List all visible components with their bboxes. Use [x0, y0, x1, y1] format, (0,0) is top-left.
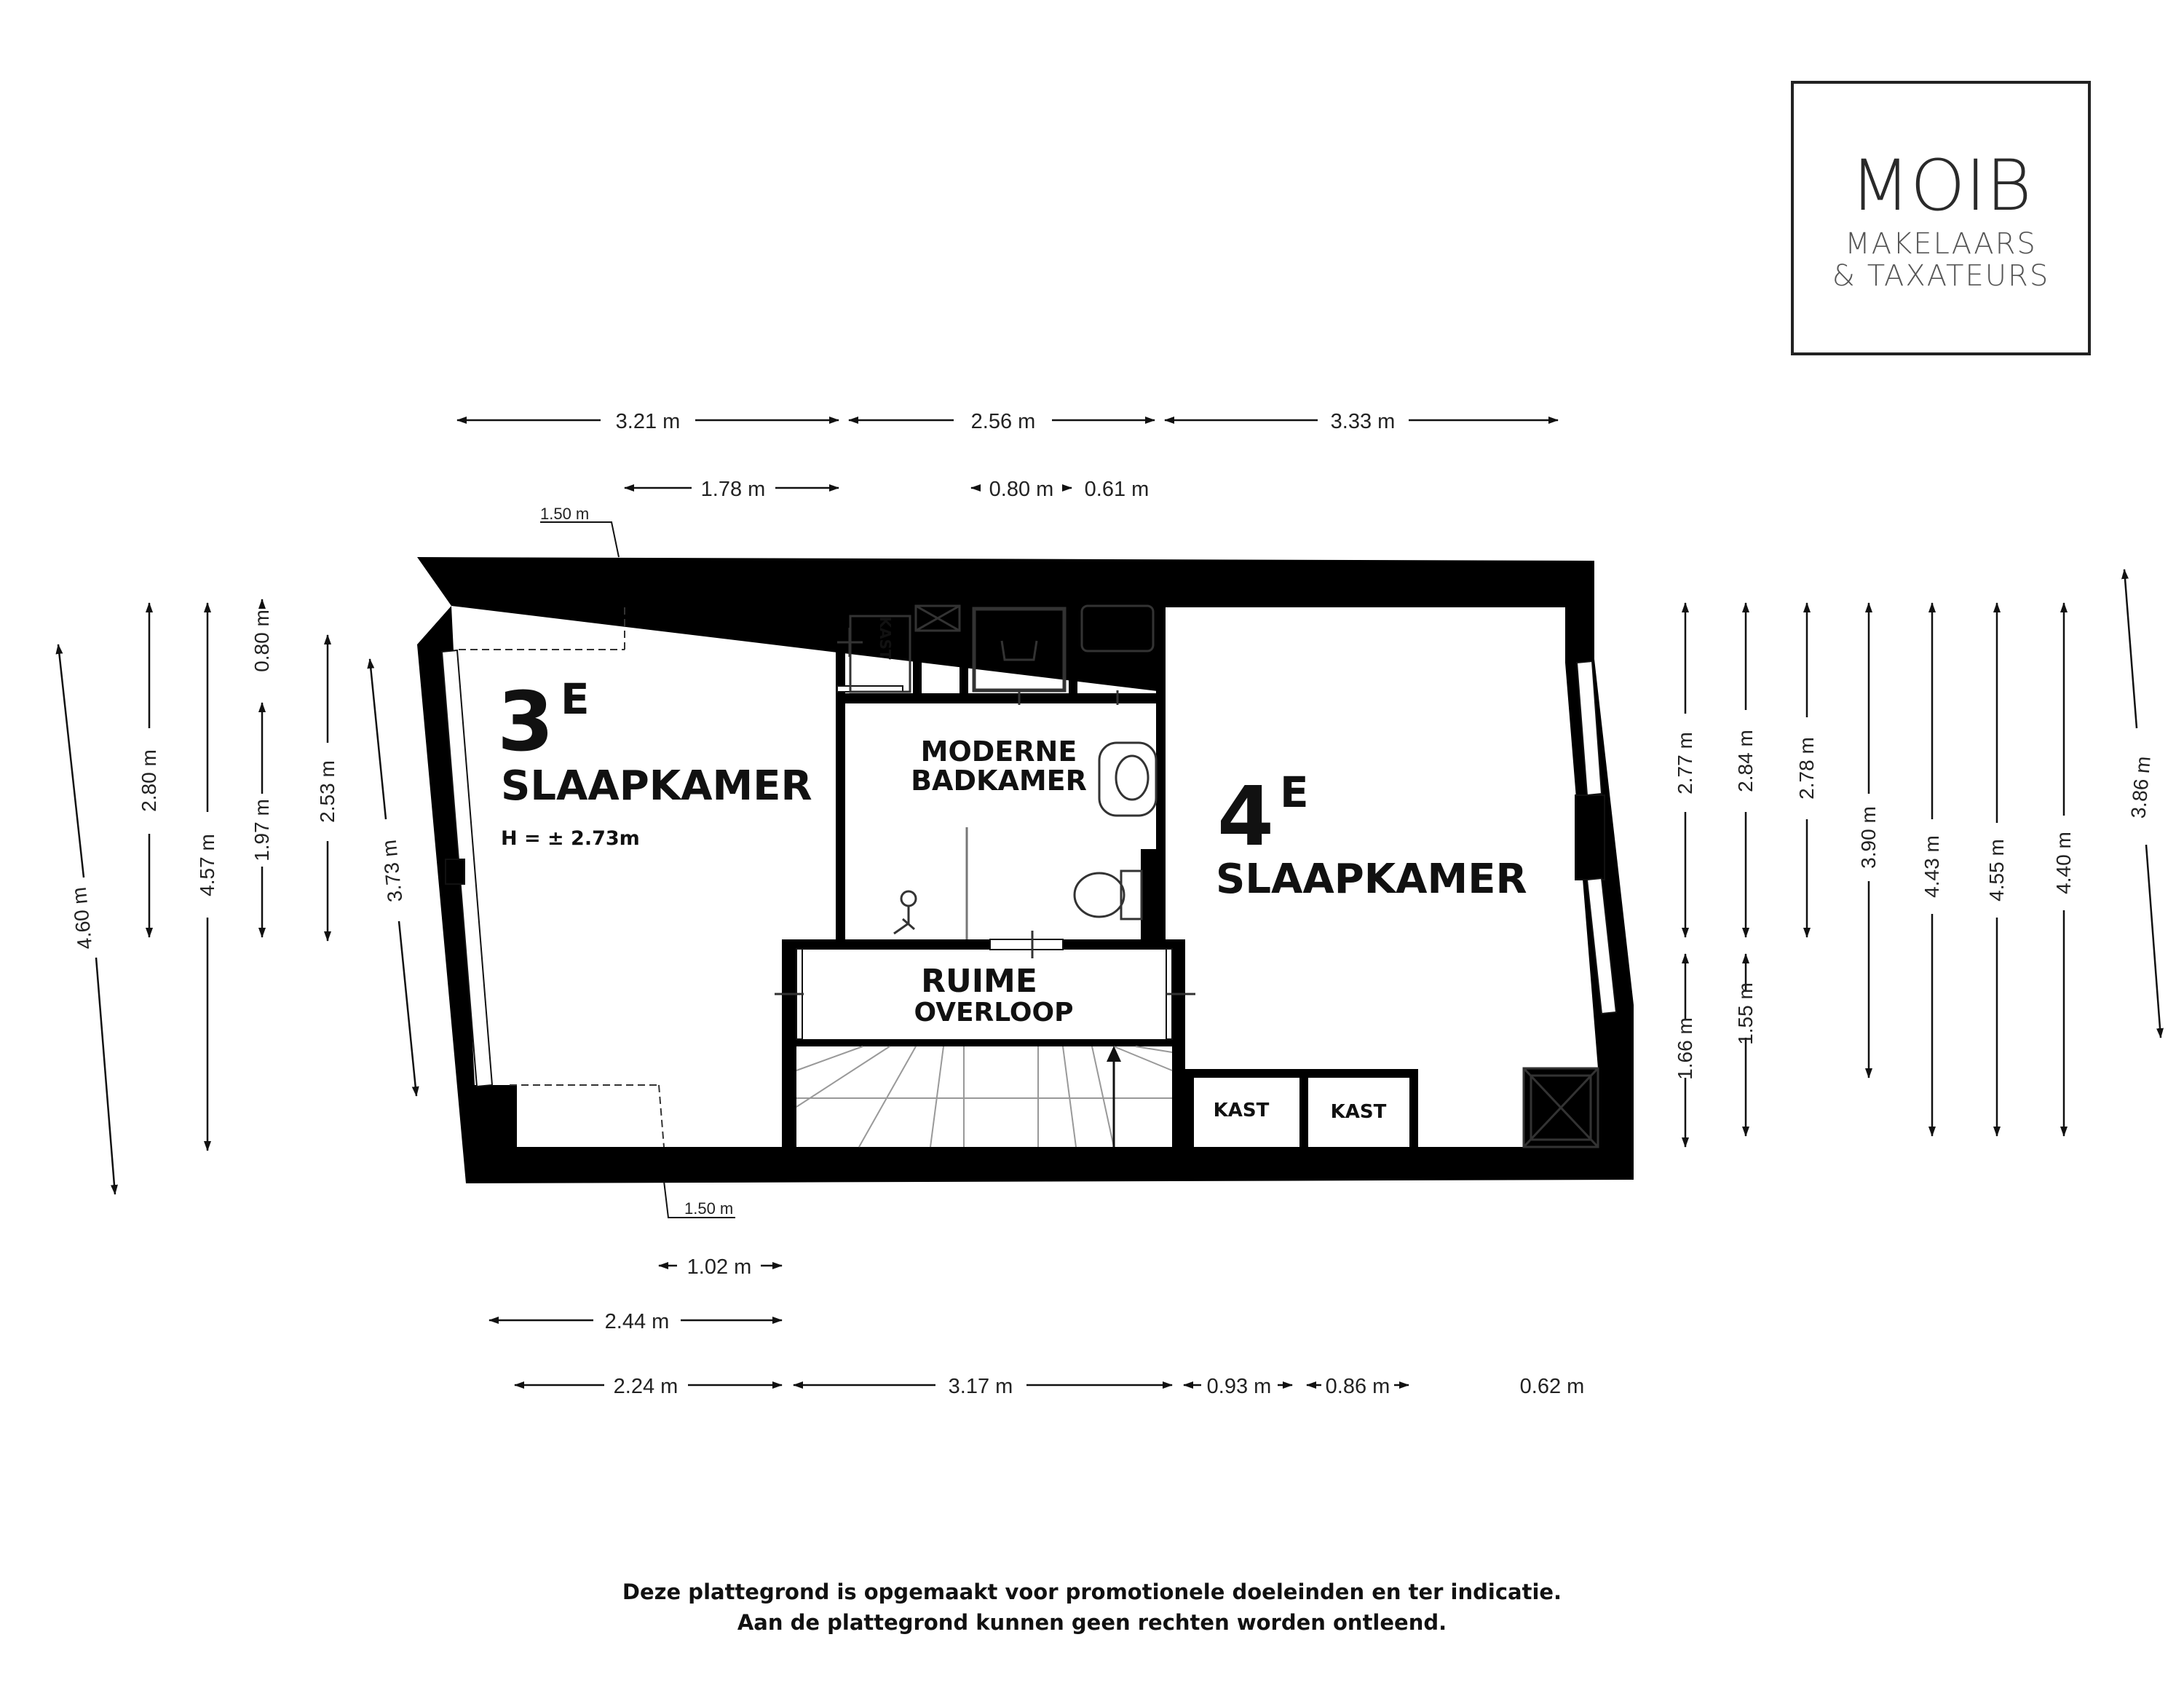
disclaimer-line1: Deze plattegrond is opgemaakt voor promotionele doeleinden en ter indicatie.	[622, 1579, 1562, 1604]
dim-top1-a: 3.21 m	[615, 410, 681, 433]
dim-door-top: 1.50 m	[540, 505, 590, 523]
dim-right-c: 2.84 m	[1734, 730, 1757, 792]
bedroom4-ordinal: 4	[1217, 770, 1274, 864]
wall-landing-top	[782, 939, 1182, 950]
dim-left-e: 1.97 m	[250, 799, 273, 861]
wall-bath-top	[836, 693, 1163, 703]
bathroom-line2: BADKAMER	[911, 765, 1087, 797]
dimension-labels	[68, 410, 2155, 1398]
dim-right-g: 4.43 m	[1920, 835, 1943, 898]
dim-right-b: 1.66 m	[1674, 1017, 1696, 1080]
dim-bottom3-e: 0.62 m	[1519, 1375, 1585, 1398]
door-swing-bottom-edge	[659, 1085, 664, 1147]
bedroom3-name: SLAAPKAMER	[501, 762, 812, 810]
dim-top1-c: 3.33 m	[1330, 410, 1396, 433]
dim-top1-b: 2.56 m	[970, 410, 1036, 433]
kast-top-label: KAST	[877, 616, 894, 660]
dim-top2-b: 0.80 m	[989, 478, 1054, 501]
bath-door	[990, 939, 1063, 950]
dim-right-a: 2.77 m	[1674, 732, 1696, 794]
wall-closet-divider-2	[960, 606, 968, 695]
dim-top2-c: 0.61 m	[1084, 478, 1150, 501]
dim-left-a: 4.60 m	[67, 886, 97, 951]
window-left-mullion	[446, 859, 464, 884]
dim-right-d: 1.55 m	[1734, 982, 1757, 1045]
dim-left-f: 2.53 m	[316, 760, 339, 823]
shower-head-icon	[901, 891, 916, 906]
bathroom-line1: MODERNE	[920, 735, 1077, 768]
logo-line2: & TAXATEURS	[1832, 259, 2050, 293]
wall-landing-left	[782, 939, 796, 1147]
wall-bath-left	[836, 606, 845, 941]
bedroom4-sup: E	[1280, 768, 1309, 817]
dim-door-bottom: 1.50 m	[684, 1199, 734, 1218]
dim-bottom1: 1.02 m	[687, 1255, 752, 1279]
room-labels	[497, 616, 1527, 1123]
dim-right-j: 3.86 m	[2126, 755, 2155, 820]
dim-right-f: 3.90 m	[1857, 806, 1880, 869]
dim-bottom3-b: 3.17 m	[948, 1375, 1013, 1398]
shower-tap-icon	[894, 906, 914, 934]
logo-name: MOIB	[1850, 145, 2032, 226]
wall-kast-mid	[1299, 1069, 1308, 1147]
kast-bottom-left-label: KAST	[1213, 1100, 1270, 1121]
dim-bottom3-a: 2.24 m	[613, 1375, 678, 1398]
bedroom4-name: SLAAPKAMER	[1216, 856, 1527, 903]
brand-logo	[1792, 82, 2089, 354]
dim-bottom3-c: 0.93 m	[1206, 1375, 1272, 1398]
disclaimer-line2: Aan de plattegrond kunnen geen rechten worden ontleend.	[737, 1610, 1447, 1635]
dim-left-c: 4.57 m	[196, 834, 218, 896]
bedroom3-ordinal: 3	[497, 675, 554, 770]
wall-kast-left	[1185, 1069, 1194, 1147]
dim-top2-a: 1.78 m	[700, 478, 766, 501]
dim-right-h: 4.55 m	[1985, 839, 2008, 902]
dim-bottom2: 2.44 m	[604, 1310, 670, 1333]
wall-closet-divider	[913, 606, 922, 695]
dim-right-i: 4.40 m	[2052, 832, 2075, 894]
dim-left-b: 2.80 m	[138, 749, 160, 812]
window-right-mullion	[1575, 795, 1605, 880]
wall-wc-divider	[1069, 606, 1077, 695]
logo-line1: MAKELAARS	[1845, 227, 2037, 261]
wall-landing-right	[1172, 939, 1185, 1147]
wall-bath-right-thick	[1141, 849, 1166, 941]
toilet-bowl-icon	[1075, 873, 1124, 917]
dim-bottom3-d: 0.86 m	[1325, 1375, 1390, 1398]
dim-left-d: 0.80 m	[250, 610, 273, 672]
kast-bottom-right-label: KAST	[1330, 1101, 1387, 1123]
wall-kast-right	[1409, 1069, 1418, 1147]
bedroom3-sup: E	[561, 674, 590, 724]
landing-line2: OVERLOOP	[914, 998, 1074, 1028]
wall-stair-top	[796, 1039, 1172, 1046]
landing-line1: RUIME	[921, 963, 1037, 1000]
leader-top	[540, 522, 619, 557]
sink-bowl-icon	[1116, 756, 1148, 800]
dim-right-e: 2.78 m	[1795, 737, 1818, 800]
bedroom3-height: H = ± 2.73m	[501, 827, 640, 850]
dim-left-g: 3.73 m	[377, 838, 407, 904]
disclaimer	[0, 1577, 2184, 1638]
